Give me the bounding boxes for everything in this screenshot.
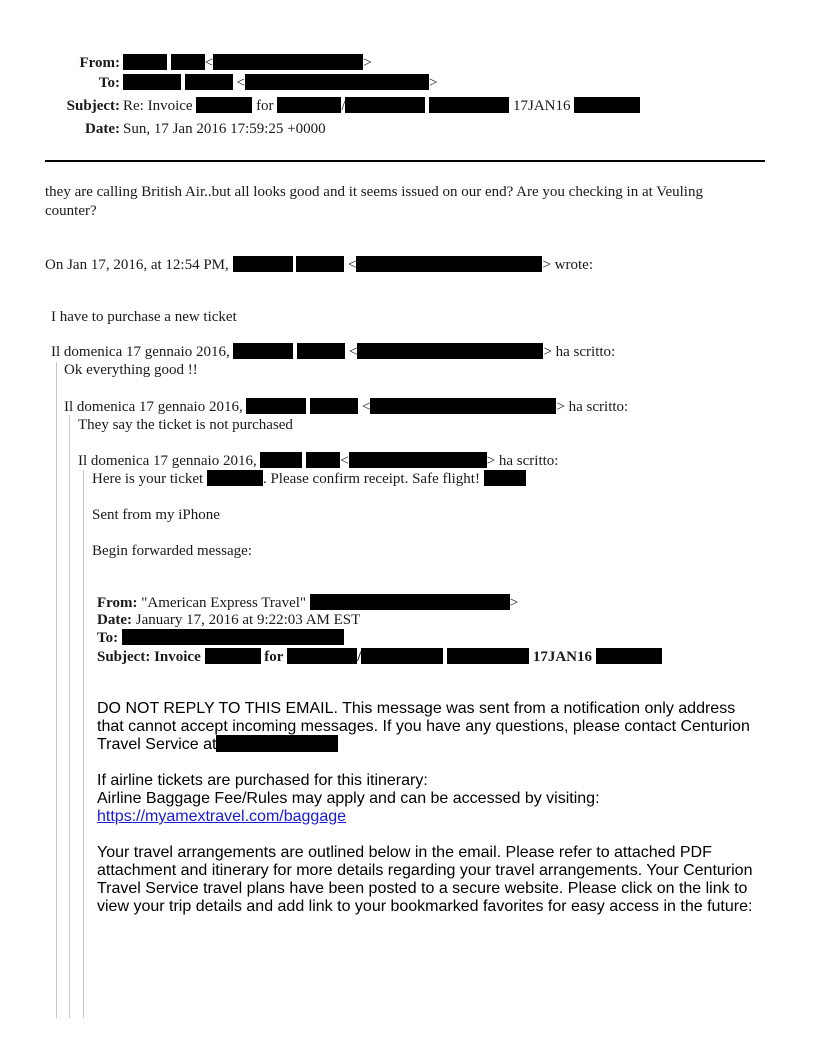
redacted-block bbox=[246, 398, 306, 414]
subject-prefix: Re: Invoice bbox=[123, 98, 193, 114]
quote-bar-3 bbox=[83, 470, 84, 1018]
reply-line-1: they are calling British Air..but all looks good and it seems issued on our end? Are you checking in at Veuling bbox=[45, 184, 703, 200]
angle-open: < bbox=[348, 257, 357, 273]
redacted-block bbox=[260, 452, 302, 468]
redacted-email bbox=[357, 343, 543, 359]
to-label: To: bbox=[98, 75, 120, 91]
redacted-block bbox=[277, 97, 341, 113]
redacted-email bbox=[310, 594, 510, 610]
quote-attribution-1 bbox=[45, 256, 593, 275]
redacted-email bbox=[356, 256, 542, 272]
redacted-block bbox=[429, 97, 509, 113]
quote-bar-2 bbox=[69, 415, 70, 1018]
redacted-block bbox=[123, 54, 167, 70]
fwd-date-value: January 17, 2016 at 9:22:03 AM EST bbox=[135, 612, 361, 628]
message-here-is-ticket bbox=[92, 470, 526, 489]
redacted-block bbox=[205, 648, 261, 664]
airline-line-1: If airline tickets are purchased for this itinerary: bbox=[97, 772, 428, 789]
angle-open: < bbox=[340, 453, 349, 469]
fwd-date-row bbox=[97, 611, 360, 630]
attribution-suffix: > ha scritto: bbox=[486, 453, 559, 469]
redacted-block bbox=[306, 452, 340, 468]
begin-forwarded: Begin forwarded message: bbox=[92, 543, 252, 559]
redacted-block bbox=[361, 648, 443, 664]
angle-close: > bbox=[509, 595, 519, 611]
redacted-block bbox=[296, 256, 344, 272]
subject-date: 17JAN16 bbox=[512, 98, 571, 114]
redacted-block bbox=[447, 648, 529, 664]
redacted-block bbox=[185, 74, 233, 90]
fwd-date-label: Date: bbox=[97, 612, 132, 628]
angle-open: < bbox=[348, 344, 358, 360]
redacted-email bbox=[370, 398, 556, 414]
redacted-block bbox=[574, 97, 640, 113]
date-value: Sun, 17 Jan 2016 17:59:25 +0000 bbox=[123, 121, 326, 137]
quote-attribution-2 bbox=[51, 343, 615, 362]
redacted-block bbox=[123, 74, 181, 90]
redacted-block bbox=[233, 256, 293, 272]
attribution-suffix: > ha scritto: bbox=[556, 399, 629, 415]
sent-from-iphone: Sent from my iPhone bbox=[92, 507, 220, 523]
arrangements-line-2: attachment and itinerary for more details regarding your travel arrangements. Your Centurion bbox=[97, 862, 753, 879]
redacted-block bbox=[596, 648, 662, 664]
redacted-email bbox=[349, 452, 487, 468]
redacted-block bbox=[171, 54, 205, 70]
redacted-block bbox=[484, 470, 526, 486]
message-new-ticket: I have to purchase a new ticket bbox=[51, 309, 237, 325]
ticket-text-a: Here is your ticket bbox=[92, 471, 204, 487]
message-ok: Ok everything good !! bbox=[64, 362, 198, 378]
quote-attribution-4 bbox=[78, 452, 558, 471]
from-label: From: bbox=[79, 55, 120, 71]
attribution-text: Il domenica 17 gennaio 2016, bbox=[51, 344, 230, 360]
quote-attribution-3 bbox=[64, 398, 628, 417]
redacted-email bbox=[245, 74, 429, 90]
email-header bbox=[0, 0, 816, 160]
redacted-block bbox=[310, 398, 358, 414]
redacted-block bbox=[207, 470, 263, 486]
fwd-subject-slash: / bbox=[357, 649, 362, 665]
redacted-block bbox=[297, 343, 345, 359]
arrangements-line-1: Your travel arrangements are outlined below in the email. Please refer to attached PDF bbox=[97, 844, 712, 861]
fwd-subject-date: 17JAN16 bbox=[532, 649, 592, 665]
attribution-text: Il domenica 17 gennaio 2016, bbox=[64, 399, 243, 415]
reply-line-2: counter? bbox=[45, 203, 97, 219]
fwd-to-row bbox=[97, 629, 344, 648]
subject-for: for bbox=[256, 98, 274, 114]
quote-bar-1 bbox=[56, 362, 57, 1018]
angle-close: > bbox=[428, 75, 438, 91]
fwd-from-value: "American Express Travel" bbox=[141, 595, 307, 611]
angle-open: < bbox=[236, 75, 245, 91]
fwd-subject-for: for bbox=[264, 649, 284, 665]
angle-open: < bbox=[204, 55, 214, 71]
redacted-block bbox=[287, 648, 357, 664]
attribution-suffix: > wrote: bbox=[542, 257, 593, 273]
redacted-block bbox=[345, 97, 425, 113]
fwd-subject-label: Subject: Invoice bbox=[97, 649, 201, 665]
header-divider bbox=[45, 160, 765, 162]
arrangements-line-4: view your trip details and add link to your bookmarked favorites for easy access in the future: bbox=[97, 898, 753, 915]
notice-text: Travel Service at bbox=[97, 736, 217, 753]
angle-open: < bbox=[361, 399, 371, 415]
redacted-email bbox=[122, 629, 344, 645]
redacted-phone bbox=[216, 735, 338, 752]
attribution-text: On Jan 17, 2016, at 12:54 PM, bbox=[45, 257, 229, 273]
notice-line-1: DO NOT REPLY TO THIS EMAIL. This message was sent from a notification only address bbox=[97, 700, 736, 717]
arrangements-line-3: Travel Service travel plans have been posted to a secure website. Please click on the link to bbox=[97, 880, 748, 897]
redacted-email bbox=[213, 54, 363, 70]
attribution-suffix: > ha scritto: bbox=[543, 344, 616, 360]
redacted-block bbox=[196, 97, 252, 113]
redacted-block bbox=[233, 343, 293, 359]
fwd-from-label: From: bbox=[97, 595, 138, 611]
notice-line-3 bbox=[97, 735, 338, 754]
ticket-text-b: . Please confirm receipt. Safe flight! bbox=[262, 471, 480, 487]
notice-line-2: that cannot accept incoming messages. If you have any questions, please contact Centurion bbox=[97, 718, 750, 735]
date-label: Date: bbox=[85, 121, 120, 137]
fwd-to-label: To: bbox=[97, 630, 119, 646]
subject-label: Subject: bbox=[66, 98, 120, 114]
baggage-link[interactable]: https://myamextravel.com/baggage bbox=[97, 808, 347, 825]
airline-line-2: Airline Baggage Fee/Rules may apply and can be accessed by visiting: bbox=[97, 790, 600, 807]
attribution-text: Il domenica 17 gennaio 2016, bbox=[78, 453, 257, 469]
fwd-subject-row bbox=[97, 648, 662, 667]
subject-slash: / bbox=[341, 98, 346, 114]
angle-close: > bbox=[363, 55, 372, 71]
message-not-purchased: They say the ticket is not purchased bbox=[78, 417, 293, 433]
